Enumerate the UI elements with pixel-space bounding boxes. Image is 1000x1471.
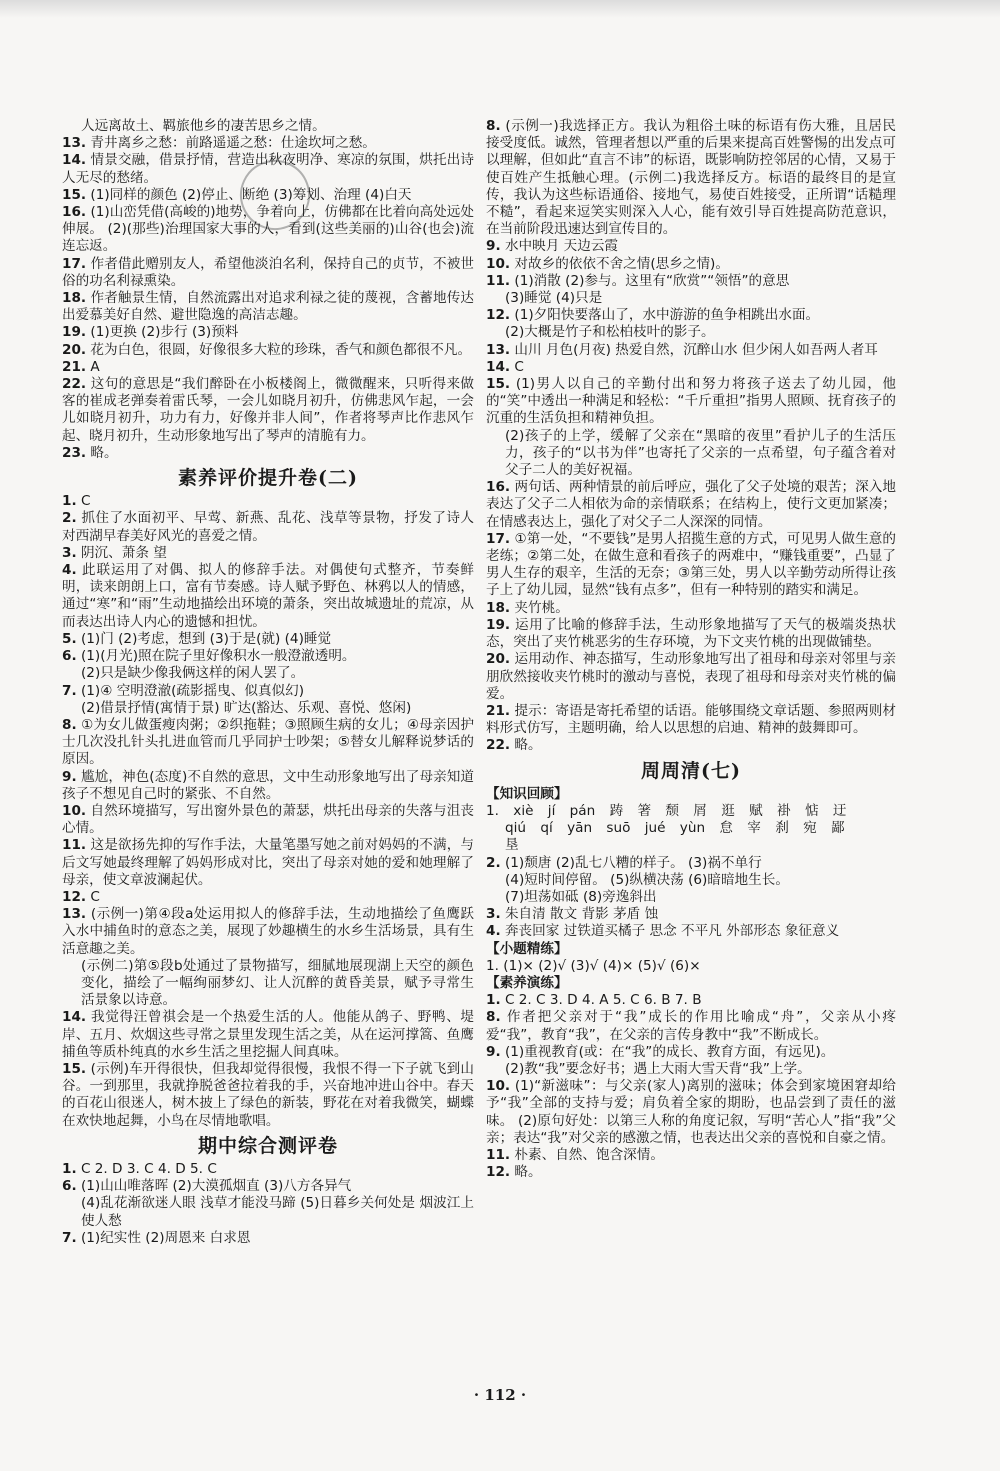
answer-text: 提示：寄语是寄托希望的话语。能够围绕文章话题、参照两则材料形式仿写，主题明确，给人以思想的启迪、精神的鼓舞即可。	[486, 702, 896, 737]
answer-text: 略。	[90, 444, 118, 461]
pinyin-line-3: 垦	[505, 837, 521, 854]
answer-text: 我觉得汪曾祺会是一个热爱生活的人。他能从鸽子、野鸭、堤岸、五月、炊烟这些寻常之景里发现生活之美，从在运河撑篙、鱼鹰捕鱼等质朴纯真的水乡生活之里挖掘人间真味。	[62, 1009, 474, 1060]
answer-number: 17.	[486, 530, 511, 547]
answer-item	[62, 1195, 474, 1229]
practice-tag: 【素养演练】	[486, 974, 568, 991]
right-column	[486, 118, 896, 1181]
answer-item	[486, 238, 896, 255]
answer-text: (1)“新滋味”：与父亲(家人)离别的滋味；体会到家境困窘却给予“我”全部的支持与爱；肩负着全家的期盼，也品尝到了责任的滋味。 (2)原句好处：以第三人称的角度记叙，写明“苦心人”指“我”父亲；表达“我”对父亲的感激之情，也表达出父亲的喜悦和自豪之情。	[486, 1078, 896, 1146]
answer-text: (1)颓唐 (2)乱七八糟的样子。 (3)祸不单行	[504, 854, 762, 871]
answer-item	[486, 703, 896, 737]
answer-text: (1)消散 (2)参与。这里有“欣赏”“领悟”的意思	[514, 272, 790, 289]
answer-text: C	[514, 358, 524, 375]
answer-item	[62, 135, 474, 152]
answer-item	[62, 510, 474, 544]
answer-number: 14.	[62, 1009, 87, 1026]
answer-text: (4)乱花渐欲迷人眼 浅草才能没马蹄 (5)日暮乡关何处是 烟波江上使人愁	[81, 1195, 474, 1229]
answer-item	[486, 737, 896, 754]
answer-item	[62, 204, 474, 256]
answer-number: 8.	[486, 1009, 501, 1026]
answer-text: 青井离乡之愁：前路遥遥之愁：仕途坎坷之愁。	[90, 135, 376, 152]
page-number: · 112 ·	[473, 1386, 527, 1404]
answer-number: 10.	[486, 1078, 511, 1095]
answer-item	[486, 428, 896, 480]
answer-number: 8.	[486, 118, 501, 134]
answer-number: 1.	[486, 992, 501, 1009]
answer-text: (1)门 (2)考虑，想到 (3)于是(就) (4)睡觉	[80, 630, 332, 647]
answer-number: 11.	[62, 837, 87, 854]
answer-number: 23.	[62, 444, 87, 461]
answer-number: 11.	[486, 272, 511, 289]
answer-text: 作者触景生情，自然流露出对追求利禄之徒的蔑视，含蓄地传达出爱慕美好自然、避世隐逸的高洁志趣。	[62, 290, 475, 324]
answer-text: (1)同样的颜色 (2)停止、断绝 (3)筹划、治理 (4)白天	[90, 186, 412, 203]
answer-item	[486, 1061, 896, 1078]
answer-item	[62, 445, 474, 462]
answer-text: (1)更换 (2)步行 (3)预料	[90, 324, 239, 341]
answer-number: 22.	[62, 376, 87, 393]
pinyin-line-1: 1. xiè jí pán 踌 箸 颓 屑 逛 赋 褂 惦 迂	[486, 802, 847, 819]
answer-item	[62, 359, 474, 376]
right-top-entries	[486, 118, 896, 755]
answer-number: 1.	[62, 493, 77, 510]
answer-number: 13.	[62, 906, 87, 923]
answer-number: 14.	[62, 152, 87, 169]
answer-item	[62, 256, 474, 290]
answer-text: 朱自清 散文 背影 茅盾 蚀	[504, 906, 659, 923]
practice-entries	[486, 992, 896, 1181]
answer-text: 抓住了水面初平、早莺、新燕、乱花、浅草等景物，抒发了诗人对西湖早春美好风光的喜爱之情。	[62, 510, 474, 544]
answer-text: (1)山山唯落晖 (2)大漠孤烟直 (3)八方各异气	[80, 1178, 352, 1195]
answer-text: 花为白色，很圆，好像很多大粒的珍珠，香气和颜色都很不凡。	[90, 341, 472, 358]
answer-text: 作者把父亲对于“我”成长的作用比喻成“舟”，父亲从小疼爱“我”，教育“我”，在父亲的言传身教中“我”不断成长。	[486, 1009, 896, 1043]
answer-item	[62, 648, 474, 665]
answer-number: 5.	[62, 630, 77, 647]
drill-answers: 1. (1)× (2)√ (3)√ (4)× (5)√ (6)×	[486, 957, 701, 974]
answer-number: 7.	[62, 682, 77, 699]
answer-item	[62, 562, 474, 631]
answer-text: (1)(月光)照在院子里好像积水一般澄澈透明。	[80, 648, 356, 665]
answer-text: 这是欲扬先抑的写作手法，大量笔墨写她之前对妈妈的不满，与后文写她最终理解了妈妈形成对比，突出了母亲对她的爱和她理解了母亲，使文章波澜起伏。	[62, 837, 475, 888]
answer-text: (1)④ 空明澄澈(疏影摇曳、似真似幻)	[80, 682, 305, 699]
answer-item	[486, 290, 896, 307]
answer-text: (1)男人以自己的辛勤付出和努力将孩子送去了幼儿园，他的“笑”中透出一种满足和轻松：“千斤重担”指男人照顾、抚育孩子的沉重的生活负担和精神负担。	[486, 376, 896, 427]
answer-item	[486, 1009, 896, 1043]
answer-item	[62, 906, 474, 958]
answer-item	[486, 1164, 896, 1181]
answer-number: 12.	[486, 307, 511, 324]
answer-item	[62, 1009, 474, 1061]
answer-item	[486, 256, 896, 273]
answer-item	[486, 889, 896, 906]
knowledge-entries	[486, 855, 896, 941]
answer-number: 6.	[62, 1178, 77, 1195]
answer-text: (示例)车开得很快，但我却觉得很慢，我恨不得一下子就飞到山谷。一到那里，我就挣脱爸爸拉着我的手，兴奋地冲进山谷中。春天的百花山很迷人，树木披上了绿色的新装，野花在对着我微笑，蝴蝶在欢快地起舞，小鸟在尽情地歌唱。	[62, 1060, 474, 1129]
answer-text: 山川 月色(月夜) 热爱自然，沉醉山水 但少闲人如吾两人者耳	[514, 341, 878, 358]
answer-item	[62, 1061, 474, 1130]
answer-number: 13.	[62, 135, 87, 152]
answer-item	[62, 1178, 474, 1195]
answer-number: 9.	[486, 238, 501, 255]
answer-item	[62, 187, 474, 204]
answer-item	[62, 837, 474, 889]
answer-text: (1)夕阳快要落山了，水中游游的鱼争相跳出水面。	[514, 307, 820, 324]
answer-number: 15.	[486, 376, 511, 393]
answer-number: 10.	[62, 802, 87, 819]
answer-number: 1.	[62, 1160, 77, 1177]
answer-item	[62, 118, 474, 135]
section1-entries	[62, 493, 474, 1130]
answer-text: ①第一处，“不要钱”是男人招揽生意的方式，可见男人做生意的老练；②第二处，在做生意和看孩子的两难中，“赚钱重要”，凸显了男人生存的艰辛，生活的无奈；③第三处，男人以辛勤劳动所得让孩子上了幼儿园，显然“钱有点多”，但有一种特别的踏实和满足。	[486, 530, 896, 599]
answer-number: 7.	[62, 1229, 77, 1246]
left-column	[62, 118, 474, 1247]
answer-text: 运用了比喻的修辞手法，生动形象地描写了天气的极端炎热状态，突出了夹竹桃恶劣的生存环境，为下文夹竹桃的出现做铺垫。	[486, 616, 897, 651]
answer-text: 情景交融，借景抒情，营造出秋夜明净、寒凉的氛围，烘托出诗人无尽的愁绪。	[62, 152, 475, 186]
answer-number: 20.	[486, 651, 511, 668]
section2-entries	[62, 1161, 474, 1247]
answer-item	[486, 923, 896, 940]
answer-number: 8.	[62, 716, 77, 733]
answer-text: 自然环境描写，写出窗外景色的萧瑟，烘托出母亲的失落与沮丧心情。	[62, 802, 475, 837]
answer-item	[62, 376, 474, 445]
answer-item	[486, 273, 896, 290]
answer-item	[62, 152, 474, 186]
answer-item	[486, 359, 896, 376]
answer-text: 人远离故土、羁旅他乡的凄苦思乡之情。	[81, 118, 326, 134]
answer-item	[62, 717, 474, 769]
answer-item	[62, 1161, 474, 1178]
answer-number: 19.	[62, 324, 87, 341]
answer-number: 3.	[62, 544, 77, 561]
answer-item	[62, 290, 474, 324]
answer-text: 夹竹桃。	[514, 599, 569, 616]
knowledge-review-tag: 【知识回顾】	[486, 785, 568, 802]
answer-text: C 2. C 3. D 4. A 5. C 6. B 7. B	[504, 992, 702, 1009]
answer-item	[62, 631, 474, 648]
answer-text: (2)教“我”要念好书；遇上大雨大雪天背“我”上学。	[505, 1060, 811, 1077]
answer-item	[486, 1044, 896, 1061]
answer-item	[62, 958, 474, 1010]
answer-number: 21.	[62, 358, 87, 375]
answer-number: 12.	[62, 888, 87, 905]
answer-item	[486, 992, 896, 1009]
answer-item	[486, 651, 896, 703]
answer-item	[486, 1078, 896, 1147]
answer-text: C	[80, 493, 91, 510]
answer-item	[486, 855, 896, 872]
answer-text: 尴尬，神色(态度)不自然的意思，文中生动形象地写出了母亲知道孩子不想见自己时的紧张、不自然。	[62, 768, 474, 802]
answer-text: C	[90, 888, 100, 905]
answer-item	[486, 872, 896, 889]
answer-item	[62, 545, 474, 562]
answer-item	[62, 342, 474, 359]
answer-text: 朴素、自然、饱含深情。	[514, 1146, 664, 1163]
pinyin-line-2: qiú qí yān suō jué yùn 怠 宰 刹 宛 鄙	[505, 820, 845, 837]
answer-number: 6.	[62, 648, 77, 665]
answer-text: 运用动作、神态描写，生动形象地写出了祖母和母亲对邻里与亲朋欣然接收夹竹桃时的激动与喜悦，表现了祖母和母亲对夹竹桃的偏爱。	[486, 651, 896, 702]
answer-number: 15.	[62, 186, 87, 203]
answer-text: (2)借景抒情(寓情于景) 旷达(豁达、乐观、喜悦、悠闲)	[81, 699, 412, 716]
answer-text: 两句话、两种情景的前后呼应，强化了父子处境的艰苦；深入地表达了父子二人相依为命的亲情联系；在结构上，使行文更加紧凑；在情感表达上，强化了对父子二人深深的同情。	[486, 479, 896, 530]
answer-item	[486, 479, 896, 531]
answer-text: (示例一)第④段a处运用拟人的修辞手法，生动地描绘了鱼鹰跃入水中捕鱼时的意态之美，展现了妙趣横生的水乡生活场景，具有生活意趣之美。	[62, 906, 474, 957]
answer-text: (4)短时间停留。 (5)纵横决荡 (6)暗暗地生长。	[505, 871, 789, 888]
answer-item	[62, 889, 474, 906]
section-title-zhouzhouqing-7: 周周清(七)	[641, 759, 741, 782]
answer-text: (3)睡觉 (4)只是	[505, 290, 603, 307]
answer-number: 2.	[62, 510, 77, 527]
answer-number: 14.	[486, 358, 511, 375]
answer-text: 奔丧回家 过铁道买橘子 思念 不平凡 外部形态 象征意义	[504, 923, 840, 940]
answer-number: 15.	[62, 1060, 87, 1077]
answer-text: (2)孩子的上学，缓解了父亲在“黑暗的夜里”看护儿子的生活压力，孩子的“以书为伴”也寄托了父亲的一点希望，句子蕴含着对父子二人的美好祝福。	[505, 427, 896, 479]
page-top-edge	[0, 0, 1000, 18]
answer-item	[62, 683, 474, 700]
answer-item	[486, 906, 896, 923]
answer-number: 21.	[486, 702, 511, 719]
answer-item	[62, 700, 474, 717]
answer-text: (示例一)我选择正方。我认为粗俗土味的标语有伤大雅，且居民接受度低。诚然，管理者想以严重的后果来提高百姓警惕的出发点可以理解，但如此“直言不讳”的标语，既影响防控邻居的心情，又易于使百姓产生抵触心理。(示例二)我选择反方。标语的最终目的是宣传，我认为这些标语通俗、接地气，易使百姓接受，正所谓“话糙理不糙”，看起来逗笑实则深入人心，能有效引导百姓提高防范意识，在当前阶段迅速达到宣传目的。	[486, 118, 897, 238]
answer-number: 10.	[486, 255, 511, 272]
answer-item	[486, 600, 896, 617]
answer-number: 13.	[486, 341, 511, 358]
answer-text: (1)重视教育(或：在“我”的成长、教育方面，有远见)。	[504, 1043, 835, 1060]
answer-item	[62, 665, 474, 682]
answer-number: 9.	[486, 1043, 501, 1060]
section-title-suyang-2: 素养评价提升卷(二)	[178, 467, 358, 490]
answer-text: 对故乡的依依不舍之情(思乡之情)。	[514, 255, 729, 272]
answer-number: 22.	[486, 737, 511, 754]
answer-number: 18.	[486, 599, 511, 616]
watermark-logo	[790, 1395, 990, 1469]
answer-text: 此联运用了对偶、拟人的修辞手法。对偶使句式整齐，节奏鲜明，读来朗朗上口，富有节奏感。诗人赋予野色、林鸦以人的情感，通过“寒”和“雨”生动地描绘出环境的萧条，突出故城遗址的荒凉，从而表达出诗人内心的遗憾和担忧。	[62, 562, 475, 630]
answer-number: 18.	[62, 290, 87, 307]
answer-text: 水中映月 天边云霞	[504, 238, 619, 255]
answer-text: (7)坦荡如砥 (8)旁逸斜出	[505, 888, 657, 905]
answer-item	[62, 803, 474, 837]
answer-number: 16.	[486, 479, 511, 496]
answer-item	[486, 1147, 896, 1164]
answer-item	[486, 118, 896, 238]
answer-item	[486, 342, 896, 359]
answer-item	[486, 376, 896, 428]
answer-text: 这句的意思是“我们醉卧在小板楼阁上，微微醒来，只听得来做客的崔成老弹奏着雷氏琴，一会儿如晓月初升，仿佛悲风乍起，一会儿如晓月初升，功力有力，好像并非人间”，作者将琴声比作悲风乍起、晓月初升，生动形象地写出了琴声的清脆有力。	[62, 376, 474, 444]
answer-text: ①为女儿做蛋瘦肉粥；②织拖鞋；③照顾生病的女儿；④母亲因护士几次没扎针头扎进血管而几乎同护士吵架；⑤替女儿解释说梦话的原因。	[62, 716, 474, 768]
answer-number: 3.	[486, 906, 501, 923]
answer-number: 2.	[486, 854, 501, 871]
answer-text: 作者借此赠别友人，希望他淡泊名利，保持自己的贞节，不被世俗的功名利禄熏染。	[62, 255, 475, 289]
section-title-midterm: 期中综合测评卷	[197, 1134, 338, 1157]
answer-text: 阴沉、萧条 望	[80, 544, 167, 561]
answer-text: (2)只是缺少像我俩这样的闲人罢了。	[81, 665, 305, 682]
answer-text: 略。	[514, 1164, 542, 1181]
answer-item	[62, 1230, 474, 1247]
answer-text: (示例二)第⑤段b处通过了景物描写，细腻地展现湖上天空的颜色变化，描绘了一幅绚丽梦幻、让人沉醉的黄昏美景，赋予寻常生活景象以诗意。	[81, 957, 474, 1009]
answer-text: (1)纪实性 (2)周恩来 白求恩	[80, 1229, 251, 1246]
answer-item	[486, 617, 896, 651]
answer-number: 9.	[62, 768, 77, 785]
answer-number: 4.	[486, 923, 501, 940]
answer-item	[486, 531, 896, 600]
answer-number: 20.	[62, 341, 87, 358]
answer-text: C 2. D 3. C 4. D 5. C	[80, 1160, 217, 1177]
drill-tag: 【小题精练】	[486, 940, 568, 957]
answer-item	[486, 307, 896, 324]
answer-number: 11.	[486, 1146, 511, 1163]
answer-number: 4.	[62, 562, 77, 579]
answer-item	[62, 324, 474, 341]
answer-item	[486, 324, 896, 341]
answer-item	[62, 769, 474, 803]
answer-text: 略。	[514, 737, 542, 754]
answer-text: (2)大概是竹子和松柏枝叶的影子。	[505, 324, 715, 341]
answer-number: 17.	[62, 255, 87, 272]
answer-number: 12.	[486, 1164, 511, 1181]
answer-number: 19.	[486, 616, 511, 633]
answer-item	[62, 493, 474, 510]
answer-text: A	[90, 358, 100, 375]
answer-text: (1)山峦凭借(高峻的)地势，争着向上，仿佛都在比着向高处远处伸展。 (2)(那些)治理国家大事的人，看到(这些美丽的)山谷(也会)流连忘返。	[62, 204, 474, 255]
answer-number: 16.	[62, 204, 87, 221]
left-top-entries	[62, 118, 474, 462]
